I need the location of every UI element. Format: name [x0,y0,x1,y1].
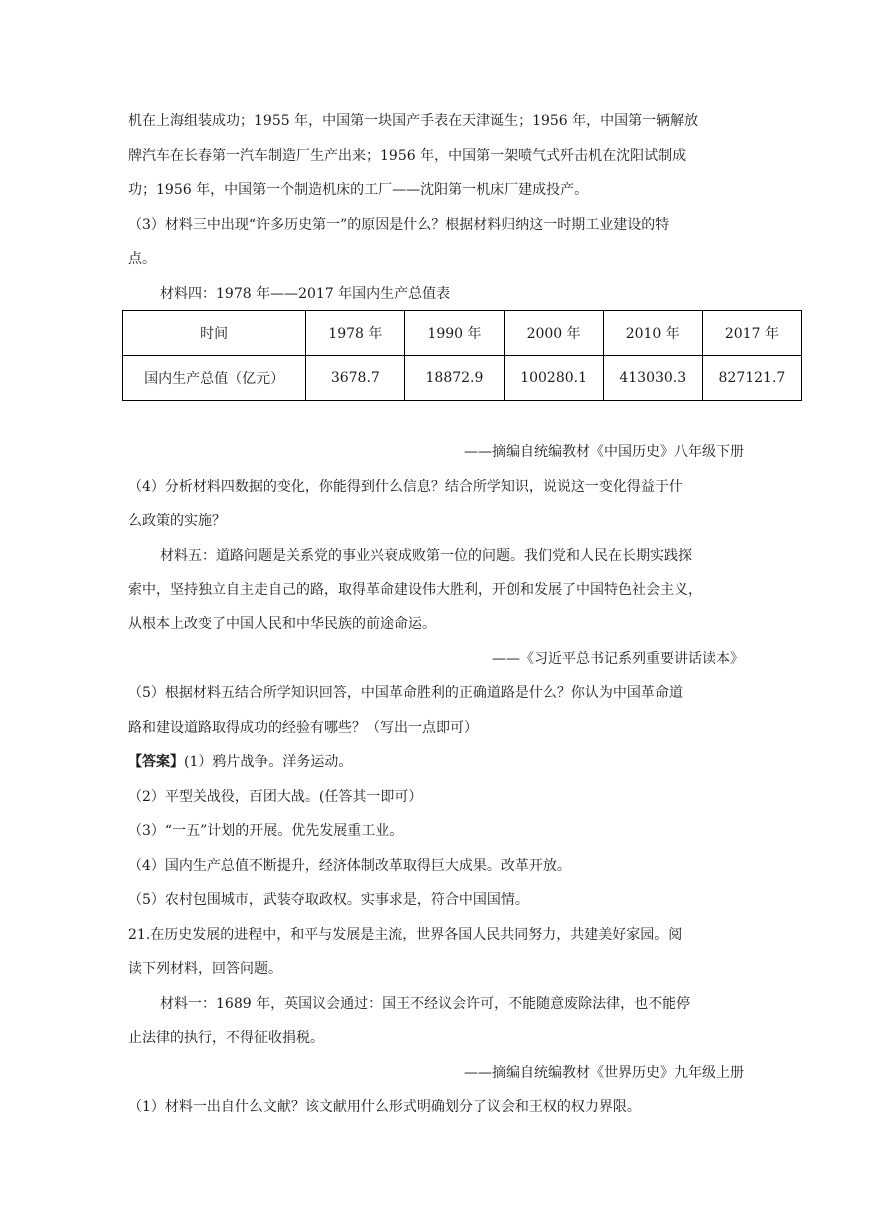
question-21: 21.在历史发展的进程中，和平与发展是主流，世界各国人民共同努力，共建美好家园。阅 [128,927,683,943]
question-21-1: （1）材料一出自什么文献？该文献用什么形式明确划分了议会和王权的权力界限。 [128,1099,641,1115]
material-21-1: 材料一：1689 年，英国议会通过：国王不经议会许可，不能随意废除法律，也不能停 [160,996,691,1012]
table-row [123,356,802,401]
material-5: 材料五：道路问题是关系党的事业兴衰成败第一位的问题。我们党和人民在长期实践探 [160,548,692,564]
answer-item: (1）鸦片战争。洋务运动。 [184,754,353,770]
question-5: （5）根据材料五结合所学知识回答，中国革命胜利的正确道路是什么？你认为中国革命道 [128,685,683,701]
table-cell: 18872.9 [405,356,504,401]
table-header-cell: 1990 年 [405,311,504,356]
table-header-cell: 2010 年 [603,311,702,356]
source-citation: ——摘编自统编教材《世界历史》九年级上册 [464,1065,744,1081]
material-4-title: 材料四：1978 年——2017 年国内生产总值表 [160,286,451,302]
table-cell: 413030.3 [603,356,702,401]
material-21-1-cont: 止法律的执行，不得征收捐税。 [128,1030,324,1046]
source-citation: ——《习近平总书记系列重要讲话读本》 [492,651,744,667]
material-5-cont: 从根本上改变了中国人民和中华民族的前途命运。 [128,616,436,632]
table-header-cell: 2017 年 [702,311,801,356]
question-4-cont: 么政策的实施？ [128,513,226,529]
question-3: （3）材料三中出现“许多历史第一”的原因是什么？根据材料归纳这一时期工业建设的特 [128,217,670,233]
table-cell: 827121.7 [702,356,801,401]
table-header-cell: 时间 [123,311,306,356]
table-header-cell: 1978 年 [306,311,405,356]
table-header-row [123,311,802,356]
gdp-table [122,310,802,401]
material-5-cont: 索中，坚持独立自主走自己的路，取得革命建设伟大胜利，开创和发展了中国特色社会主义， [128,582,702,598]
question-3-cont: 点。 [128,251,156,267]
text-line: 功；1956 年，中国第一个制造机床的工厂——沈阳第一机床厂建成投产。 [128,182,589,198]
answer-item: （3）“一五”计划的开展。优先发展重工业。 [128,823,404,839]
table-cell: 100280.1 [504,356,603,401]
source-citation: ——摘编自统编教材《中国历史》八年级下册 [464,444,744,460]
text-line: 机在上海组装成功；1955 年，中国第一块国产手表在天津诞生；1956 年，中国第一辆解放 [128,113,699,129]
answer-item: （5）农村包围城市，武装夺取政权。实事求是，符合中国国情。 [128,892,529,908]
question-5-cont: 路和建设道路取得成功的经验有哪些？（写出一点即可） [128,720,478,736]
answer-line-1 [128,752,744,772]
text-line: 牌汽车在长春第一汽车制造厂生产出来；1956 年，中国第一架喷气式歼击机在沈阳试制成 [128,148,687,164]
answer-label: 【答案】 [128,754,184,770]
question-4: （4）分析材料四数据的变化，你能得到什么信息？结合所学知识，说说这一变化得益于什 [128,479,683,495]
answer-item: （4）国内生产总值不断提升，经济体制改革取得巨大成果。改革开放。 [128,858,571,874]
table-cell: 国内生产总值（亿元） [123,356,306,401]
table-header-cell: 2000 年 [504,311,603,356]
table-cell: 3678.7 [306,356,405,401]
answer-item: （2）平型关战役，百团大战。(任答其一即可） [128,789,423,805]
question-21-cont: 读下列材料，回答问题。 [128,961,282,977]
